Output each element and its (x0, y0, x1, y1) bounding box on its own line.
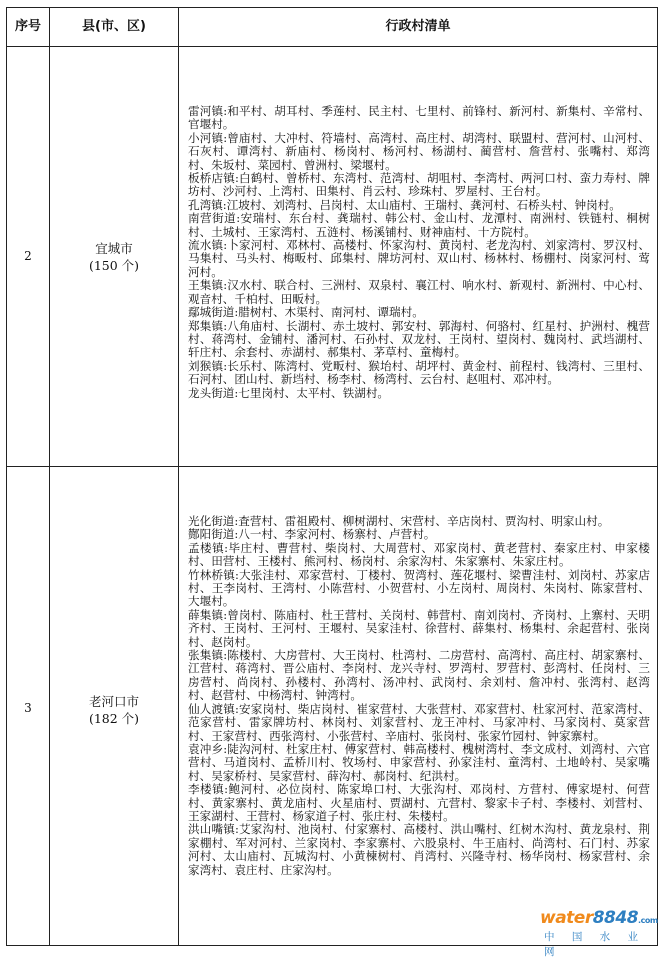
table-row (7, 467, 657, 945)
town-entry: 袁冲乡:陡沟河村、杜家庄村、傅家营村、韩高楼村、槐树湾村、李文成村、刘湾村、六官营村、马道岗村、孟桥川村、牧场村、申家营村、孙家洼村、童湾村、土地岭村、吴家嘴村、吴家桥村、吴家营村、薛沟村、郝岗村、纪洪村。 (188, 741, 650, 783)
town-entry: 板桥店镇:白鹤村、曾桥村、东湾村、范湾村、胡咀村、李湾村、两河口村、蛮力寿村、牌坊村、沙河村、上湾村、田集村、肖云村、珍珠村、罗屋村、王台村。 (188, 171, 650, 199)
town-entry: 李楼镇:鲍河村、必位岗村、陈家埠口村、大张沟村、邓岗村、方营村、傅家堤村、何营村、黄家寨村、黄龙庙村、火星庙村、贾湖村、亢营村、黎家卡子村、李楼村、刘营村、王家湖村、王营村、杨家道子村、张庄村、朱楼村。 (188, 782, 650, 823)
logo-number-text: 8848 (592, 908, 639, 928)
town-entry: 孟楼镇:毕庄村、曹营村、柴岗村、大周营村、邓家岗村、黄老营村、秦家庄村、申家楼村、田营村、王楼村、熊河村、杨岗村、余家沟村、朱家寨村、朱家庄村。 (188, 540, 650, 569)
town-entry: 南营街道:安瑞村、东台村、龚瑞村、韩公村、金山村、龙潭村、南洲村、铁链村、桐树村、土城村、王家湾村、五涟村、杨溪铺村、财神庙村、十方院村。 (188, 211, 650, 239)
town-entry: 光化街道:査营村、雷祖殿村、柳树湖村、宋营村、辛店岗村、贾沟村、明家山村。 (188, 514, 610, 528)
county-cell (50, 693, 178, 727)
town-entry: 流水镇:卜家河村、邓林村、高楼村、怀家沟村、黄岗村、老龙沟村、刘家湾村、罗汉村、马集村、马头村、梅畈村、邱集村、牌坊河村、双山村、杨林村、杨棚村、岗家河村、莺河村。 (188, 238, 650, 279)
town-entry: 孔湾镇:江坡村、刘湾村、吕岗村、太山庙村、王瑞村、龚河村、石桥头村、钟岗村。 (188, 197, 621, 212)
header-village-list: 行政村清单 (385, 19, 451, 34)
header-serial: 序号 (14, 19, 41, 34)
logo-water-text: water (540, 908, 593, 928)
town-entry: 薛集镇:曾岗村、陈庙村、杜王营村、关岗村、韩营村、南刘岗村、齐岗村、上寨村、天明齐村、王岗村、王河村、王堰村、吴家洼村、徐营村、薛集村、杨集村、余起营村、张岗村、赵岗村。 (188, 607, 650, 649)
town-entry: 小河镇:曾庙村、大冲村、符墙村、高湾村、高庄村、胡湾村、联盟村、营河村、山河村、石灰村、谭湾村、新庙村、杨岗村、杨河村、杨湖村、蔺营村、詹营村、张嘴村、郑湾村、朱坂村、菜园村、曾洲村、梁堰村。 (188, 130, 650, 172)
village-count: (182 个) (88, 711, 140, 726)
watermark (540, 908, 666, 959)
county-name: 老河口市 (88, 694, 139, 709)
village-list (188, 105, 650, 400)
town-entry: 鄢城街道:腊树村、木渠村、南河村、谭瑞村。 (188, 305, 424, 320)
logo-domain-text: .com (638, 916, 658, 925)
town-entry: 张集镇:陈楼村、大房营村、大王岗村、杜湾村、二房营村、高湾村、高庄村、胡家寨村、江营村、蒋湾村、晋公庙村、李岗村、龙兴寺村、罗湾村、罗营村、彭湾村、任岗村、三房营村、尚岗村、孙楼村、孙湾村、汤冲村、武岗村、余刘村、詹冲村、张湾村、赵湾村、赵营村、中杨湾村、钟湾村。 (188, 648, 650, 703)
town-entry: 竹林桥镇:大张洼村、邓家营村、丁楼村、贺湾村、莲花堰村、梁曹洼村、刘岗村、苏家店村、王李岗村、王湾村、小陈营村、小贺营村、小左岗村、周岗村、朱岗村、陈家营村、大堰村。 (188, 567, 650, 609)
watermark-logo (540, 908, 666, 928)
town-entry: 王集镇:汉水村、联合村、三洲村、双泉村、襄江村、响水村、新观村、新洲村、中心村、观音村、千柏村、田畈村。 (188, 278, 650, 306)
village-count: (150 个) (88, 258, 140, 273)
table-row (7, 46, 657, 467)
village-table (6, 7, 658, 946)
header-county: 县(市、区) (82, 19, 146, 34)
row-number: 2 (24, 249, 32, 263)
town-entry: 雷河镇:和平村、胡耳村、季莲村、民主村、七里村、前锋村、新河村、新集村、辛常村、官堰村。 (188, 104, 650, 132)
town-entry: 郑集镇:八角庙村、长湖村、赤土坡村、郭安村、郭海村、何骆村、红星村、护洲村、槐营村、蒋湾村、金铺村、潘河村、石孙村、双龙村、王岗村、望岗村、魏岗村、武垱湖村、轩庄村、余套村、赤湖村、郝集村、茅草村、童梅村。 (188, 318, 650, 360)
town-entry: 洪山嘴镇:艾家沟村、池岗村、付家寨村、高楼村、洪山嘴村、红树木沟村、黄龙泉村、荆家棚村、军对河村、兰家岗村、李家寨村、六股泉村、牛王庙村、尚湾村、石门村、苏家河村、太山庙村、瓦城沟村、小黄楝树村、肖湾村、兴隆寺村、杨华岗村、杨家营村、余家湾村、袁庄村、庄家沟村。 (188, 822, 650, 877)
town-entry: 酂阳街道:八一村、李家河村、杨寨村、卢营村。 (188, 527, 436, 542)
county-cell (50, 240, 178, 274)
town-entry: 刘猴镇:长乐村、陈湾村、党畈村、猴坮村、胡坪村、黄金村、前程村、钱湾村、三里村、石河村、团山村、新垱村、杨李村、杨湾村、云台村、赵咀村、邓冲村。 (188, 358, 650, 387)
row-number: 3 (24, 701, 32, 715)
town-entry: 仙人渡镇:安家岗村、柴店岗村、崔家营村、大张营村、邓家营村、杜家河村、范家湾村、范家营村、雷家牌坊村、林岗村、刘家营村、龙王冲村、马家冲村、马家岗村、莫家营村、王家营村、西张湾村、小张营村、辛庙村、张岗村、张家竹园村、钟家寨村。 (188, 701, 650, 743)
table-header (7, 8, 657, 47)
town-entry: 龙头街道:七里岗村、太平村、铁湖村。 (188, 385, 390, 400)
village-list (188, 515, 650, 877)
county-name: 宜城市 (95, 241, 133, 256)
watermark-subtitle: 中 国 水 业 网 (544, 931, 646, 958)
